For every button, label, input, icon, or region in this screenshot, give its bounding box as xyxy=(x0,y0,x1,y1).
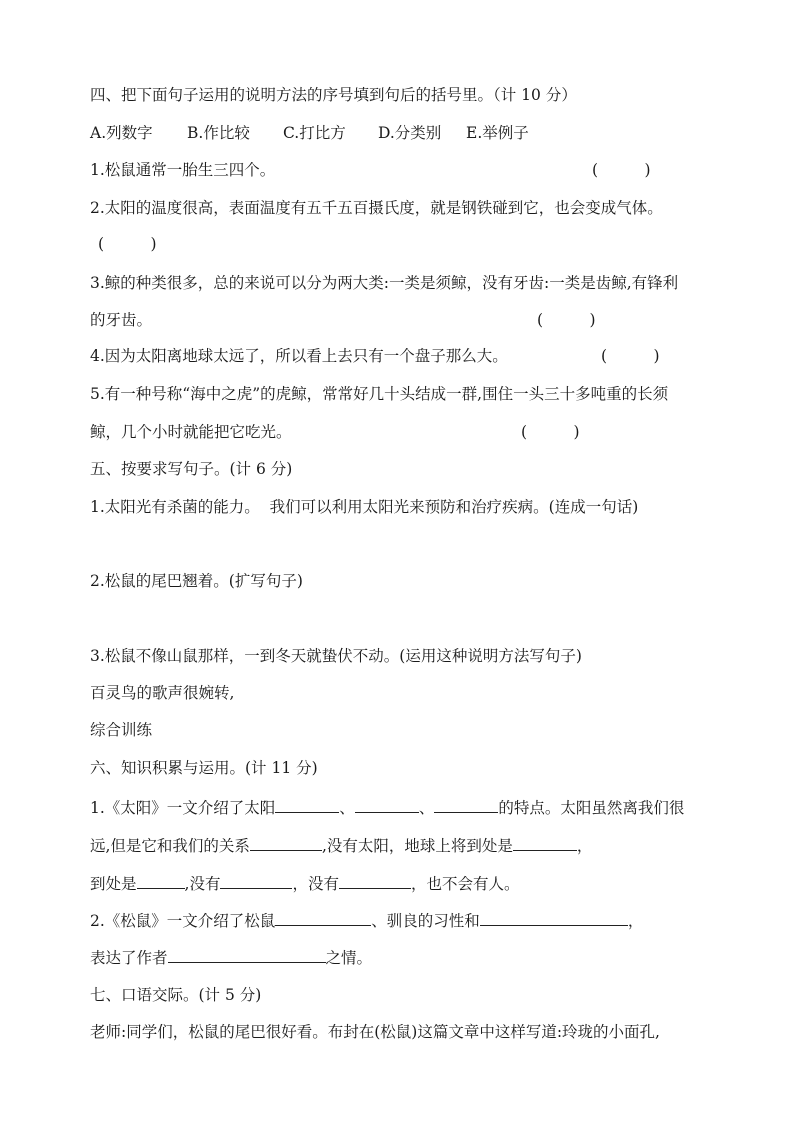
s5-question-1: 1.太阳光有杀菌的能力。 我们可以利用太阳光来预防和治疗疾病。(连成一句话) xyxy=(90,498,639,516)
fill-blank[interactable] xyxy=(137,872,185,889)
s6-q1-line3-mid2: ，没有 xyxy=(292,875,339,893)
s6-q1-line2-mid: ,没有太阳，地球上将到处是 xyxy=(321,837,513,855)
s6-q2-mid: 、驯良的习性和 xyxy=(371,912,480,930)
s6-q2-prefix: 2.《松鼠》一文介绍了松鼠 xyxy=(90,912,276,930)
s5-question-3: 3.松鼠不像山鼠那样，一到冬天就蛰伏不动。(运用这种说明方法写句子) xyxy=(90,647,582,665)
s6-q1-line2-prefix: 远,但是它和我们的关系 xyxy=(90,837,250,855)
s6-q1-line3-end: ，也不会有人。 xyxy=(410,875,520,893)
s4-question-3-line2: 的牙齿。 xyxy=(90,311,153,329)
option-b: B.作比较 xyxy=(187,124,250,142)
s6-q1-suffix: 的特点。太阳虽然离我们很 xyxy=(498,799,685,817)
s4-answer-paren-5[interactable]: ( ) xyxy=(521,423,580,441)
s6-q1-sep2: 、 xyxy=(418,799,435,817)
s6-question-2-line1 xyxy=(90,909,643,931)
option-e: E.举例子 xyxy=(466,124,529,142)
fill-blank[interactable] xyxy=(275,796,339,813)
fill-blank[interactable] xyxy=(220,872,292,889)
option-c: C.打比方 xyxy=(283,124,346,142)
s6-q2-end: ， xyxy=(627,912,644,930)
fill-blank[interactable] xyxy=(480,909,628,926)
s6-q1-line3-prefix: 到处是 xyxy=(90,875,137,893)
s4-answer-paren-4[interactable]: ( ) xyxy=(601,347,660,365)
heading-comprehensive-training: 综合训练 xyxy=(90,721,153,739)
option-a: A.列数字 xyxy=(90,124,153,142)
s4-question-1: 1.松鼠通常一胎生三四个。 xyxy=(90,161,276,179)
s6-q2-line2-prefix: 表达了作者 xyxy=(90,949,168,967)
fill-blank[interactable] xyxy=(250,834,322,851)
s4-question-5-line1: 5.有一种号称“海中之虎”的虎鲸，常常好几十头结成一群,围住一头三十多吨重的长须 xyxy=(90,385,669,403)
s6-q1-line3-mid1: ,没有 xyxy=(184,875,221,893)
s6-question-1-line2 xyxy=(90,834,592,856)
s4-question-4: 4.因为太阳离地球太远了，所以看上去只有一个盘子那么大。 xyxy=(90,347,508,365)
s7-text: 老师:同学们，松鼠的尾巴很好看。布封在(松鼠)这篇文章中这样写道:玲珑的小面孔, xyxy=(90,1023,660,1041)
s5-question-3-answer-start: 百灵鸟的歌声很婉转, xyxy=(90,684,235,702)
s4-answer-paren-3[interactable]: ( ) xyxy=(537,311,596,329)
fill-blank[interactable] xyxy=(434,796,498,813)
s6-q1-line2-end: ， xyxy=(576,837,593,855)
s6-q1-sep1: 、 xyxy=(339,799,355,817)
s4-question-2: 2.太阳的温度很高，表面温度有五千五百摄氏度，就是钢铁碰到它，也会变成气体。 xyxy=(90,199,663,217)
option-d: D.分类别 xyxy=(378,124,442,142)
s4-question-5-line2: 鲸，几个小时就能把它吃光。 xyxy=(90,423,292,441)
section6-title: 六、知识积累与运用。(计 11 分) xyxy=(90,759,318,777)
fill-blank[interactable] xyxy=(275,909,371,926)
s4-answer-paren-2[interactable]: ( ) xyxy=(98,235,157,253)
s6-question-1-line1 xyxy=(90,796,684,818)
section5-title: 五、按要求写句子。(计 6 分) xyxy=(90,460,293,478)
fill-blank[interactable] xyxy=(168,946,326,963)
section4-title: 四、把下面句子运用的说明方法的序号填到句后的括号里。（计 10 分） xyxy=(90,86,577,104)
fill-blank[interactable] xyxy=(355,796,419,813)
fill-blank[interactable] xyxy=(339,872,411,889)
s6-q1-prefix: 1.《太阳》一文介绍了太阳 xyxy=(90,799,276,817)
s4-question-3-line1: 3.鲸的种类很多，总的来说可以分为两大类:一类是须鲸，没有牙齿:一类是齿鲸,有锋利 xyxy=(90,274,679,292)
s6-question-2-line2 xyxy=(90,946,372,968)
fill-blank[interactable] xyxy=(513,834,577,851)
s6-q2-line2-end: 之情。 xyxy=(325,949,373,967)
section7-title: 七、口语交际。(计 5 分) xyxy=(90,986,262,1004)
s5-question-2: 2.松鼠的尾巴翘着。(扩写句子) xyxy=(90,572,303,590)
s6-question-1-line3 xyxy=(90,872,519,894)
s4-answer-paren-1[interactable]: ( ) xyxy=(592,161,651,179)
